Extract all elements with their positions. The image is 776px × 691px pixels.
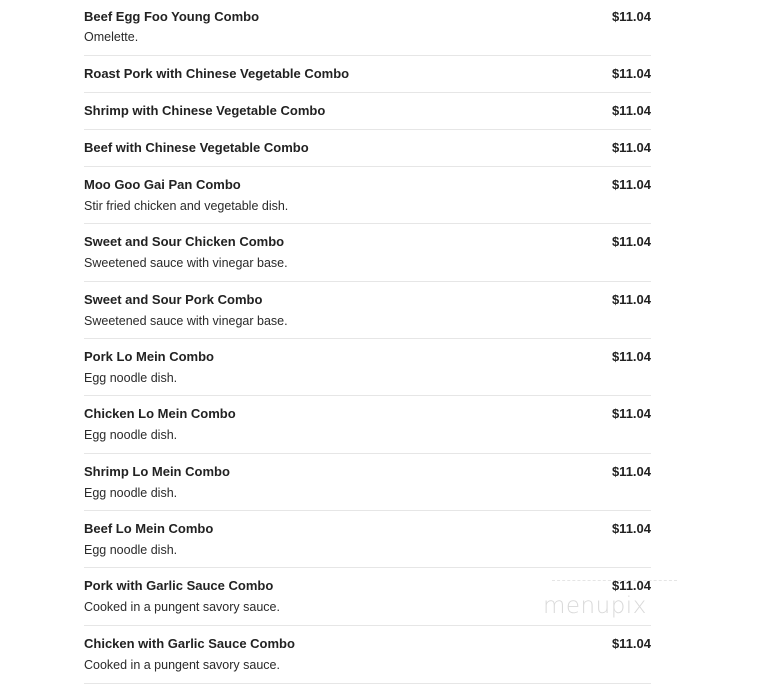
item-price: $11.04 <box>611 292 651 307</box>
item-description: Cooked in a pungent savory sauce. <box>84 600 280 614</box>
item-name[interactable]: Sweet and Sour Chicken Combo <box>84 234 285 249</box>
item-name[interactable]: Shrimp Lo Mein Combo <box>84 464 230 479</box>
item-price: $11.04 <box>611 234 651 249</box>
menu-item[interactable] <box>84 56 651 93</box>
item-description: Egg noodle dish. <box>84 371 178 385</box>
item-price: $11.04 <box>611 177 651 192</box>
menu-item[interactable] <box>84 282 651 339</box>
menu-item[interactable] <box>84 130 651 167</box>
item-price: $11.04 <box>611 103 651 118</box>
menu-list <box>84 0 651 684</box>
item-name[interactable]: Roast Pork with Chinese Vegetable Combo <box>84 66 350 81</box>
item-description: Sweetened sauce with vinegar base. <box>84 314 288 328</box>
menu-item[interactable] <box>84 339 651 396</box>
menu-item[interactable] <box>84 0 651 56</box>
item-price: $11.04 <box>611 578 651 593</box>
item-price: $11.04 <box>611 406 651 421</box>
item-price: $11.04 <box>611 9 651 24</box>
item-price: $11.04 <box>611 636 651 651</box>
menu-item[interactable] <box>84 626 651 684</box>
menu-item[interactable] <box>84 511 651 568</box>
item-price: $11.04 <box>611 464 651 479</box>
item-description: Egg noodle dish. <box>84 428 178 442</box>
menu-item[interactable] <box>84 167 651 224</box>
item-price: $11.04 <box>611 66 651 81</box>
menu-item[interactable] <box>84 396 651 454</box>
item-name[interactable]: Beef Lo Mein Combo <box>84 521 214 536</box>
item-price: $11.04 <box>611 349 651 364</box>
item-price: $11.04 <box>611 140 651 155</box>
item-name[interactable]: Sweet and Sour Pork Combo <box>84 292 263 307</box>
item-description: Sweetened sauce with vinegar base. <box>84 256 288 270</box>
item-name[interactable]: Pork with Garlic Sauce Combo <box>84 578 274 593</box>
item-name[interactable]: Chicken with Garlic Sauce Combo <box>84 636 295 651</box>
menu-item[interactable] <box>84 454 651 511</box>
item-name[interactable]: Beef Egg Foo Young Combo <box>84 9 260 24</box>
menupix-watermark: menupix <box>543 593 647 619</box>
item-description: Omelette. <box>84 30 139 44</box>
item-description: Egg noodle dish. <box>84 486 178 500</box>
item-name[interactable]: Chicken Lo Mein Combo <box>84 406 236 421</box>
item-name[interactable]: Shrimp with Chinese Vegetable Combo <box>84 103 326 118</box>
item-description: Cooked in a pungent savory sauce. <box>84 658 280 672</box>
item-description: Stir fried chicken and vegetable dish. <box>84 199 289 213</box>
menu-item[interactable] <box>84 568 651 626</box>
watermark-divider <box>552 580 677 581</box>
item-name[interactable]: Pork Lo Mein Combo <box>84 349 214 364</box>
item-description: Egg noodle dish. <box>84 543 178 557</box>
item-name[interactable]: Moo Goo Gai Pan Combo <box>84 177 241 192</box>
item-name[interactable]: Beef with Chinese Vegetable Combo <box>84 140 309 155</box>
menu-item[interactable] <box>84 224 651 282</box>
item-price: $11.04 <box>611 521 651 536</box>
menu-item[interactable] <box>84 93 651 130</box>
